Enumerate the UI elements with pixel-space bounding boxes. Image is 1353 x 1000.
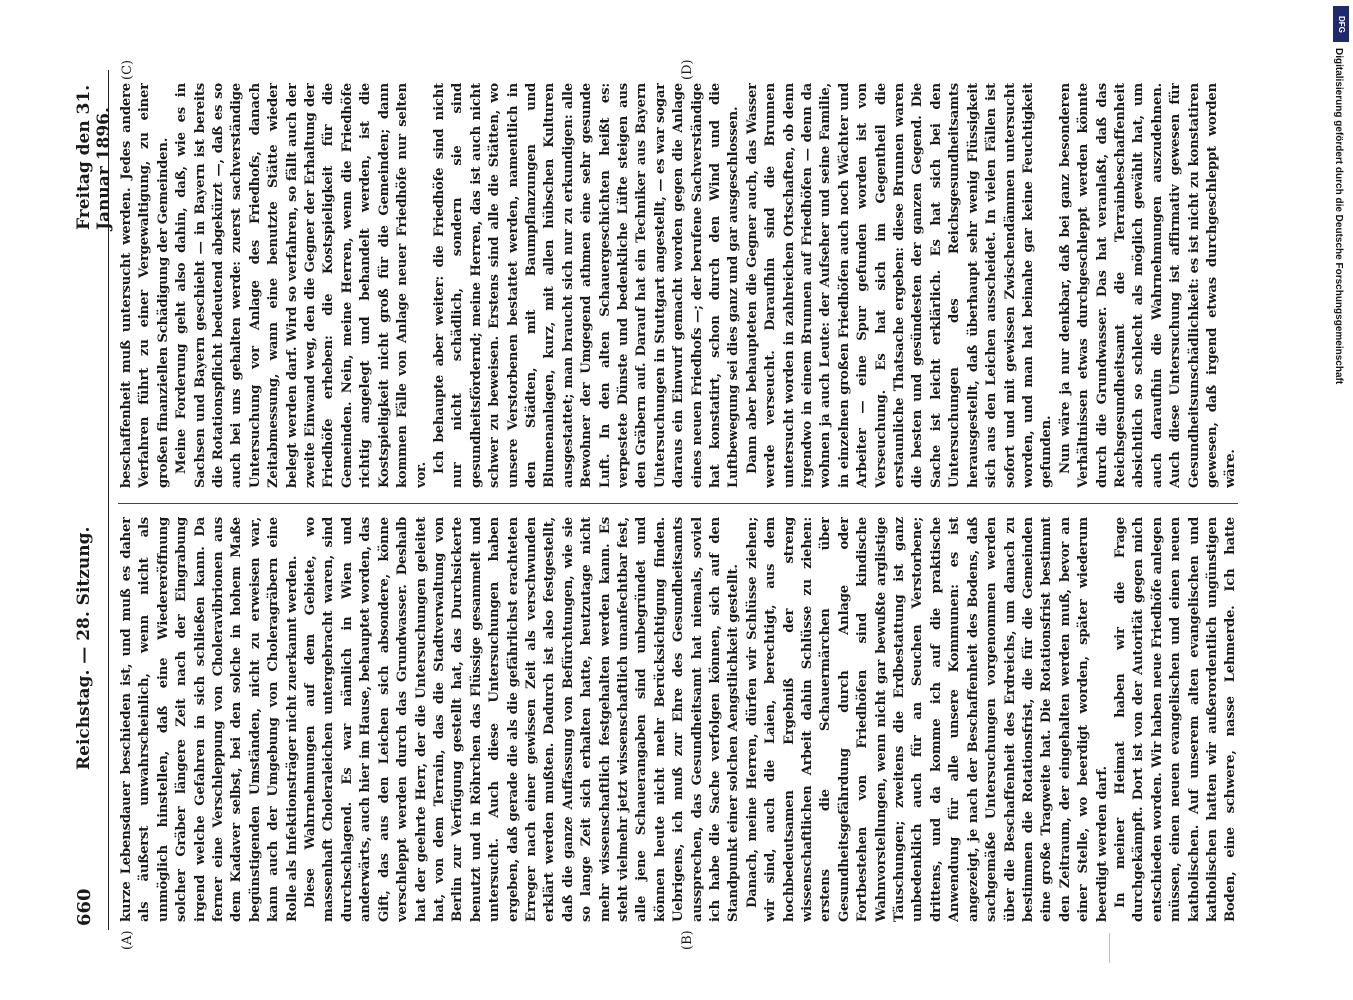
session-title: Reichstag. — 28. Sitzung. <box>74 526 94 770</box>
margin-marker-a: (A) <box>120 930 135 950</box>
paragraph: Meine Forderung geht also dahin, daß, wie es in Sachsen und Bayern geschieht — in Bayern ist bereits die Rotationspflicht bedeutend abgekürzt —, daß es so auch bei uns gehalten werde: zuerst sachverständige Untersuchung vor Anlage des Friedhofs, danach Zeitabmessung, wann eine benutzte Stätte wieder belegt werden darf. Wird so verfahren, so fällt auch der zweite Einwand weg, den die Gegner der Erhaltung der Friedhöfe erheben: die Kostspieligkeit für die Gemeinden. Nein, meine Herren, wenn die Friedhöfe richtig angelegt und behandelt werden, ist die Kostspieligkeit nicht groß für die Gemeinden; dann kommen Fälle von Anlage neuer Friedhöfe nur selten vor. <box>174 83 429 488</box>
paragraph: In meiner Heimat haben wir die Frage durchgekämpft. Dort ist von der Autorität gegen mich entschieden worden. Wir haben neue Friedhöfe anlegen müssen, einen neuen evangelischen und einen neuen katholischen. Auf unserem alten evangelischen und katholischen hatten wir außerordentlich ungünstigen Boden, eine schwere, nasse Lehmerde. Ich hatte <box>1112 517 1238 922</box>
digitization-notice: Digitalisierung gefördert durch die Deutsche Forschungsgemeinschaft <box>1333 48 1344 385</box>
page-header <box>68 70 114 930</box>
paragraph: Diese Wahrnehmungen auf dem Gebiete, wo massenhaft Choleraleichen untergebracht waren, sind durchschlagend. Es war nämlich in Wien und anderwärts, auch hier im Hause, behauptet worden, das Gift, das aus den Leichen sich absondere, könne verschleppt werden durch das Grundwasser. Deshalb hat der geehrte Herr, der die Untersuchungen geleitet hat, von dem Terrain, das die Stadtverwaltung von Berlin zur Verfügung gestellt hat, das Durchsickerte benutzt und in Röhrchen das Flüssige gesammelt und untersucht. Auch diese Untersuchungen haben ergeben, daß gerade die als die gefährlichst erachteten Erreger nach einer gewissen Zeit als verschwunden erklärt werden mußten. Dadurch ist also festgestellt, daß die ganze Auffassung von Befürchtungen, wie sie so lange Zeit sich erhalten hatte, heutzutage nicht mehr wissenschaftlich festgehalten werden kann. Es steht vielmehr jetzt wissenschaftlich unanfechtbar fest, alle jene Schauerangaben sind unbegründet und können heute nicht mehr Berücksichtigung finden. Uebrigens, ich muß zur Ehre des Gesundheitsamts aussprechen, das Gesundheitsamt hat niemals, soviel ich habe die Sache verfolgen können, sich auf den Standpunkt einer solchen Aengstlichkeit gestellt. <box>303 517 742 922</box>
page-number: 660 <box>74 888 95 926</box>
column-divider <box>118 503 1238 504</box>
digitization-stamp <box>1333 6 1349 996</box>
scan-mark <box>1109 933 1110 963</box>
paragraph: beschaffenheit muß untersucht werden. Jedes andere Verfahren führt zu einer Vergewaltigung, zu einer großen finanziellen Schädigung der Gemeinden. <box>119 83 171 488</box>
rotated-page <box>60 40 1300 960</box>
paragraph: Danach, meine Herren, dürfen wir Schlüsse ziehen; wir sind, auch die Laien, berechtigt, aus dem hochbedeutsamen Ergebniß der streng wissenschaftlichen Arbeit dahin Schlüsse zu ziehen: erstens die Schauermärchen über Gesundheitsgefährdung durch Anlage oder Fortbestehen von Friedhöfen sind kindische Wahnvorstellungen, wenn nicht gar bewußte arglistige Täuschungen; zweitens die Erdbestattung ist ganz unbedenklich auch für an Seuchen Verstorbene; drittens, und da komme ich auf die praktische Anwendung für alle unsere Kommunen: es ist angezeigt, je nach der Beschaffenheit des Bodens, daß sachgemäße Untersuchungen vorgenommen werden über die Beschaffenheit des Erdreichs, um danach zu bestimmen die Rotationsfrist, die für die Gemeinden eine große Tragweite hat. Die Rotationsfrist bestimmt den Zeitraum, der eingehalten werden muß, bevor an einer Stelle, wo beerdigt worden, später wiederum beerdigt werden darf. <box>744 517 1110 922</box>
session-date: Freitag den 31. Januar 1896. <box>74 84 114 230</box>
margin-marker-d: (D) <box>680 59 695 80</box>
paragraph: Ich behaupte aber weiter: die Friedhöfe sind nicht nur nicht schädlich, sondern sie sind gesundheitsfördernd; meine Herren, das ist auch nicht schwer zu beweisen. Erstens sind alle die Stätten, wo unsere Verstorbenen bestattet werden, namentlich in den Städten, mit Baumpflanzungen und Blumenanlagen, kurz, mit allen hübschen Kulturen ausgestattet; man braucht sich nur zu erkundigen: alle Bewohner der Umgegend athmen eine sehr gesunde Luft. In den alten Schauergeschichten heißt es: verpestete Dünste und bedenkliche Lüfte steigen aus den Gräbern auf. Darauf hat ein Techniker aus Bayern Untersuchungen in Stuttgart angestellt, — es war sogar daraus ein Einwurf gemacht worden gegen die Anlage eines neuen Friedhofs —; der berufene Sachverständige hat konstatirt, schon durch den Wind und die Luftbewegung sei dies ganz und gar ausgeschlossen. <box>431 83 742 488</box>
paragraph: kurze Lebensdauer beschieden ist, und muß es daher als äußerst unwahrscheinlich, wenn nicht als unmöglich hinstellen, daß eine Wiedereröffnung solcher Gräber längere Zeit nach der Eingrabung irgend welche Gefahren in sich schließen kann. Da ferner eine Verschleppung von Choleravibrionen aus dem Kadaver selbst, bei den solche in hohem Maße begünstigenden Umständen, nicht zu erweisen war, kann auch der Umgebung von Choleragräbern eine Rolle als Infektionsträger nicht zuerkannt werden. <box>119 517 300 922</box>
margin-marker-b: (B) <box>680 930 695 950</box>
margin-marker-c: (C) <box>120 59 135 80</box>
paragraph: Nun wäre ja nur denkbar, daß bei ganz besonderen Verhältnissen etwas durchgeschleppt werden könnte durch die Grundwasser. Das hat veranlaßt, daß das Reichsgesundheitsamt die Terrainbeschaffenheit absichtlich so schlecht als möglich gewählt hat, um auch daraufhin die Wahrnehmungen auszudehnen. Auch diese Untersuchung ist affirmativ gewesen für Gesundheitsunschädlichkeit: es ist nicht zu konstatiren gewesen, daß irgend etwas durchgeschleppt worden wäre. <box>1057 83 1238 488</box>
dfg-logo: DFG <box>1333 6 1349 42</box>
text-column-left <box>118 517 1238 922</box>
paragraph: Dann aber behaupteten die Gegner auch, das Wasser werde verseucht. Daraufhin sind die Brunnen untersucht worden in zahlreichen Ortschaften, ob denn irgendwo in einem Brunnen auf Friedhöfen — denn da wohnen ja auch Leute: der Aufseher und seine Familie, in einzelnen großen Friedhöfen auch noch Wächter und Arbeiter — eine Spur gefunden worden ist von Verseuchung. Es hat sich im Gegentheil die erstaunliche Thatsache ergeben: diese Brunnen waren die besten und gesündesten der ganzen Gegend. Die Sache ist leicht erklärlich. Es hat sich bei den Untersuchungen des Reichsgesundheitsamts herausgestellt, daß überhaupt sehr wenig Flüssigkeit sich aus den Leichen ausscheidet. In vielen Fällen ist sofort und mit gewissen Zwischendämmen untersucht worden, und man hat beinahe gar keine Feuchtigkeit gefunden. <box>744 83 1055 488</box>
text-column-right <box>118 83 1238 488</box>
